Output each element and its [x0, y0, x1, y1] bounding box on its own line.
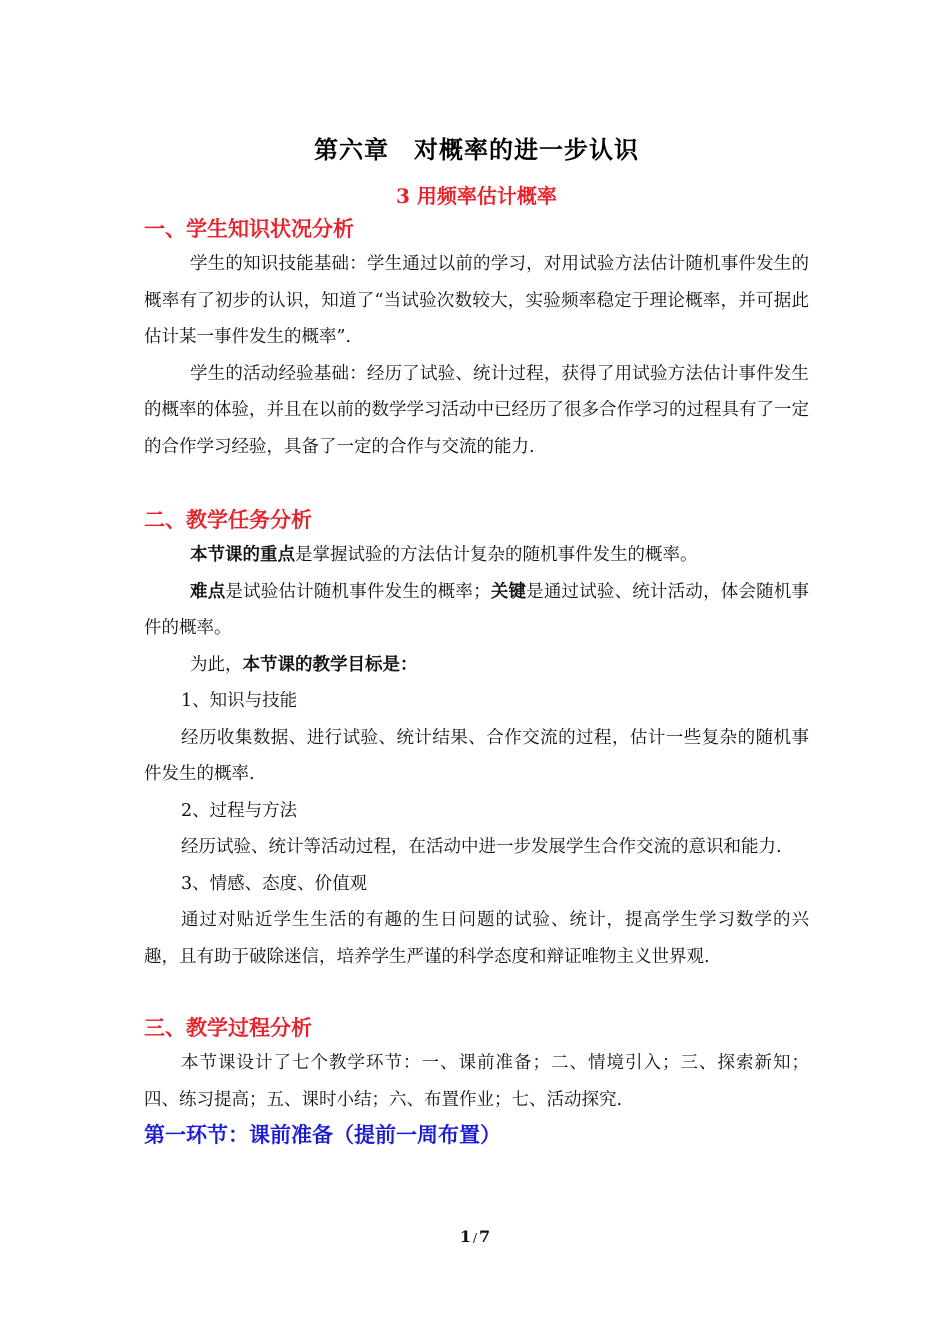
goal-1-title: 1、知识与技能: [181, 691, 298, 711]
section-heading-task-analysis: 二、教学任务分析: [144, 507, 312, 532]
paragraph-activity-basis: 学生的活动经验基础：经历了试验、统计过程，获得了用试验方法估计事件发生的概率的体验，并且在以前的数学学习活动中已经历了很多合作学习的过程具有了一定的合作学习经验，具备了一定的合作与交流的能力.: [144, 363, 809, 457]
chapter-title: 第六章 对概率的进一步认识: [314, 135, 639, 164]
page-number: [0, 1227, 950, 1246]
key-label: 关键: [490, 581, 527, 602]
goal-2-text: 经历试验、统计等活动过程，在活动中进一步发展学生合作交流的意识和能力.: [181, 837, 782, 857]
paragraph-knowledge-basis: 学生的知识技能基础：学生通过以前的学习，对用试验方法估计随机事件发生的概率有了初步的认识，知道了“当试验次数较大，实验频率稳定于理论概率，并可据此估计某一事件发生的概率”.: [144, 254, 809, 347]
key-point-text: 是掌握试验的方法估计复杂的随机事件发生的概率。: [295, 545, 698, 565]
page-separator: /: [472, 1231, 478, 1245]
goal-1-text: 经历收集数据、进行试验、统计结果、合作交流的过程，估计一些复杂的随机事件发生的概率.: [144, 727, 809, 784]
section-heading-process-analysis: 三、教学过程分析: [144, 1015, 312, 1040]
spacer: [144, 975, 809, 1011]
difficulty-label: 难点: [190, 581, 226, 602]
paragraph-goals-intro: [144, 647, 809, 684]
page-total: 7: [479, 1227, 491, 1246]
paragraph-key-point: [144, 537, 809, 574]
lesson-title: 3 用频率估计概率: [396, 184, 557, 208]
stage-1-heading: 第一环节：课前准备（提前一周布置）: [144, 1122, 501, 1147]
goals-prefix: 为此，: [190, 654, 243, 675]
section-heading-student-analysis: 一、学生知识状况分析: [144, 216, 354, 241]
key-point-label: 本节课的重点: [190, 545, 295, 565]
document-body: [144, 130, 809, 1152]
spacer: [144, 465, 809, 503]
goals-label: 本节课的教学目标是：: [242, 654, 418, 675]
goal-3-text: 通过对贴近学生生活的有趣的生日问题的试验、统计，提高学生学习数学的兴趣，且有助于破除迷信，培养学生严谨的科学态度和辩证唯物主义世界观.: [144, 910, 809, 967]
key-text: 是通过试验、统计活动，体会随机事件的概率。: [144, 581, 810, 638]
paragraph-process-overview: 本节课设计了七个教学环节：一、课前准备；二、情境引入；三、探索新知；四、练习提高；五、课时小结；六、布置作业；七、活动探究.: [144, 1053, 809, 1110]
page-current: 1: [459, 1227, 471, 1246]
goal-3-title: 3、情感、态度、价值观: [181, 873, 368, 894]
paragraph-difficulty: [144, 574, 809, 647]
goal-2-title: 2、过程与方法: [181, 800, 298, 821]
difficulty-text: 是试验估计随机事件发生的概率；: [225, 581, 491, 602]
